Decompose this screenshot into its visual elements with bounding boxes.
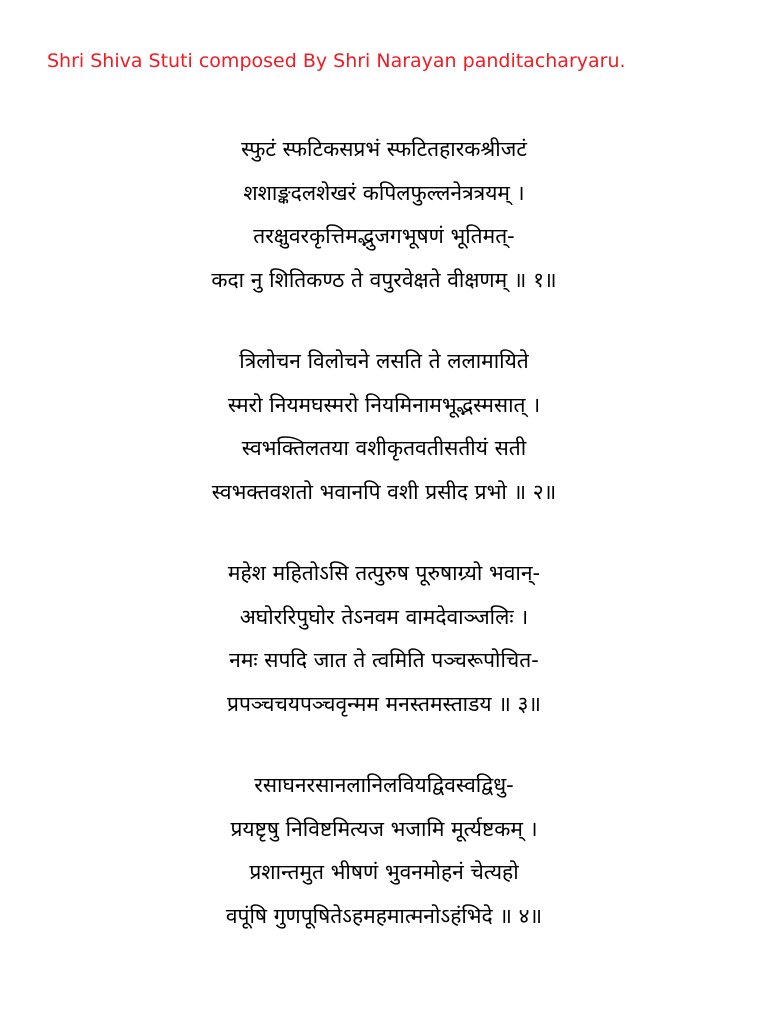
verse-line: प्रयष्टृषु निविष्टमित्यज भजामि मूर्त्यष्टकम् । <box>230 816 538 841</box>
verse-line: प्रपञ्चचयपञ्चवृन्मम मनस्तमस्ताडय ॥ ३॥ <box>227 691 541 716</box>
verse-3 <box>0 552 768 726</box>
verse-line: कदा नु शितिकण्ठ ते वपुरवेक्षते वीक्षणम् ॥ १॥ <box>211 267 557 292</box>
verse-line: स्मरो नियमघस्मरो नियमिनामभूद्भस्मसात् । <box>227 392 541 417</box>
verse-line: त्रिलोचन विलोचने लसति ते ललामायिते <box>239 349 529 373</box>
verse-line: अघोररिपुघोर तेऽनवम वामदेवाञ्जलिः । <box>239 604 529 629</box>
verse-line: स्वभक्तवशतो भवानपि वशी प्रसीद प्रभो ॥ २॥ <box>211 479 557 504</box>
verse-line: नमः सपदि जात ते त्वमिति पञ्चरूपोचित- <box>229 648 539 672</box>
verse-2 <box>0 340 768 514</box>
verse-line: स्वभक्तिलतया वशीकृतवतीसतीयं सती <box>241 436 527 460</box>
verse-line: महेश महितोऽसि तत्पुरुष पूरुषाग्र्यो भवान्- <box>227 561 541 585</box>
verse-line: रसाघनरसानलानिलवियद्विवस्वद्विधु- <box>254 773 514 797</box>
document-title: Shri Shiva Stuti composed By Shri Narayan panditacharyaru. <box>47 50 626 72</box>
verses-container <box>0 128 768 976</box>
verse-line: स्फुटं स्फटिकसप्रभं स्फटितहारकश्रीजटं <box>241 137 527 161</box>
verse-1 <box>0 128 768 302</box>
verse-line: तरक्षुवरकृत्तिमद्भुजगभूषणं भूतिमत्- <box>253 224 515 248</box>
verse-line: वपूंषि गुणपूषितेऽहमहमात्मनोऽहंभिदे ॥ ४॥ <box>225 903 543 928</box>
verse-line: शशाङ्कदलशेखरं कपिलफुल्लनेत्रत्रयम् । <box>243 180 525 205</box>
verse-line: प्रशान्तमुत भीषणं भुवनमोहनं चेत्यहो <box>249 860 519 884</box>
verse-4 <box>0 764 768 938</box>
